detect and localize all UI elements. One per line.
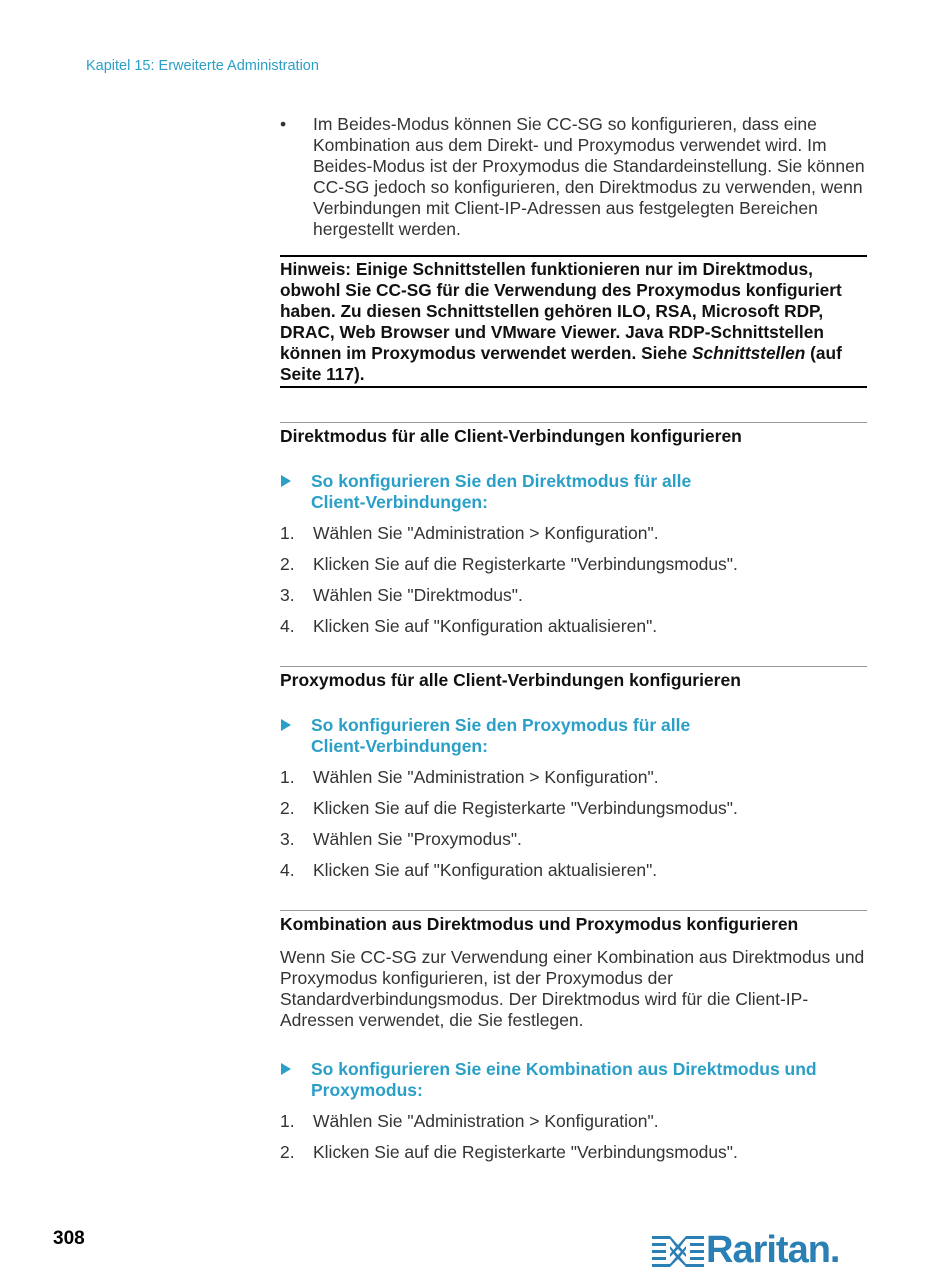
page-number: 308 — [53, 1228, 85, 1249]
procedure-line-2: Client-Verbindungen: — [311, 736, 488, 756]
procedure-line-1: So konfigurieren Sie den Direktmodus für alle — [311, 471, 692, 491]
step-text: Klicken Sie auf "Konfiguration aktualisieren". — [313, 616, 658, 636]
intro-bullet — [280, 114, 867, 240]
step-item — [280, 523, 867, 544]
step-item — [280, 585, 867, 606]
note-box — [280, 255, 867, 388]
step-number: 2. — [280, 1142, 295, 1162]
section-title: Kombination aus Direktmodus und Proxymodus konfigurieren — [280, 914, 799, 934]
step-text: Klicken Sie auf "Konfiguration aktualisieren". — [313, 860, 658, 880]
step-item — [280, 616, 867, 637]
procedure-line-1: So konfigurieren Sie den Proxymodus für alle — [311, 715, 691, 735]
note-see-link[interactable]: Schnittstellen — [692, 343, 806, 363]
step-number: 4. — [280, 860, 295, 880]
step-text: Wählen Sie "Direktmodus". — [313, 585, 523, 605]
step-text: Klicken Sie auf die Registerkarte "Verbindungsmodus". — [313, 798, 738, 818]
raritan-logo-text: Raritan. — [706, 1229, 840, 1271]
step-number: 4. — [280, 616, 295, 636]
steps-list — [280, 523, 867, 637]
step-item — [280, 829, 867, 850]
step-text: Wählen Sie "Proxymodus". — [313, 829, 522, 849]
raritan-logo-mark-icon — [652, 1233, 704, 1267]
procedure-heading — [280, 1059, 867, 1101]
step-item — [280, 860, 867, 881]
section-paragraph: Wenn Sie CC-SG zur Verwendung einer Kombination aus Direktmodus und Proxymodus konfigurieren, ist der Proxymodus der Standardverbindungsmodus. Der Direktmodus wird für die Client-IP-Adressen verwendet, die Sie festlegen. — [280, 947, 865, 1030]
procedure-line-2: Proxymodus: — [311, 1080, 423, 1100]
step-item — [280, 1111, 867, 1132]
procedure-arrow-icon — [281, 475, 291, 487]
procedure-heading — [280, 715, 867, 757]
note-text: Hinweis: Einige Schnittstellen funktionieren nur im Direktmodus, obwohl Sie CC-SG für die Verwendung des Proxymodus konfiguriert haben. Zu diesen Schnittstellen gehören ILO, RSA, Microsoft RDP, DRAC, Web Browser und VMware Viewer. Java RDP-Schnittstellen können im Proxymodus verwendet werden. — [280, 259, 842, 363]
step-item — [280, 798, 867, 819]
procedure-line-1: So konfigurieren Sie eine Kombination aus Direktmodus und — [311, 1059, 817, 1079]
procedure-heading — [280, 471, 867, 513]
step-text: Wählen Sie "Administration > Konfiguration". — [313, 1111, 659, 1131]
steps-list — [280, 767, 867, 881]
step-number: 2. — [280, 554, 295, 574]
step-number: 3. — [280, 829, 295, 849]
step-number: 1. — [280, 523, 295, 543]
bullet-marker: • — [280, 114, 287, 134]
page-content — [280, 114, 867, 1163]
step-number: 2. — [280, 798, 295, 818]
chapter-header: Kapitel 15: Erweiterte Administration — [86, 58, 319, 74]
procedure-arrow-icon — [281, 719, 291, 731]
raritan-logo — [652, 1231, 839, 1269]
note-see-suffix: (auf Seite 117). — [280, 343, 842, 384]
procedure-line-2: Client-Verbindungen: — [311, 492, 488, 512]
step-text: Klicken Sie auf die Registerkarte "Verbindungsmodus". — [313, 1142, 738, 1162]
step-number: 1. — [280, 767, 295, 787]
steps-list — [280, 1111, 867, 1163]
section-title: Direktmodus für alle Client-Verbindungen konfigurieren — [280, 426, 742, 446]
step-text: Wählen Sie "Administration > Konfiguration". — [313, 523, 659, 543]
step-item — [280, 767, 867, 788]
step-text: Wählen Sie "Administration > Konfiguration". — [313, 767, 659, 787]
step-text: Klicken Sie auf die Registerkarte "Verbindungsmodus". — [313, 554, 738, 574]
section-direct-mode — [280, 422, 867, 637]
section-proxy-mode — [280, 666, 867, 881]
procedure-arrow-icon — [281, 1063, 291, 1075]
step-item — [280, 1142, 867, 1163]
note-see-prefix: Siehe — [641, 343, 688, 363]
step-number: 3. — [280, 585, 295, 605]
step-number: 1. — [280, 1111, 295, 1131]
step-item — [280, 554, 867, 575]
section-combination-mode — [280, 910, 867, 1163]
intro-bullet-text: Im Beides-Modus können Sie CC-SG so konfigurieren, dass eine Kombination aus dem Direkt- und Proxymodus verwendet wird. Im Beides-Modus ist der Proxymodus die Standardeinstellung. Sie können CC-SG jedoch so konfigurieren, den Direktmodus zu verwenden, wenn Verbindungen mit Client-IP-Adressen aus festgelegten Bereichen hergestellt werden. — [313, 114, 865, 239]
section-title: Proxymodus für alle Client-Verbindungen konfigurieren — [280, 670, 741, 690]
